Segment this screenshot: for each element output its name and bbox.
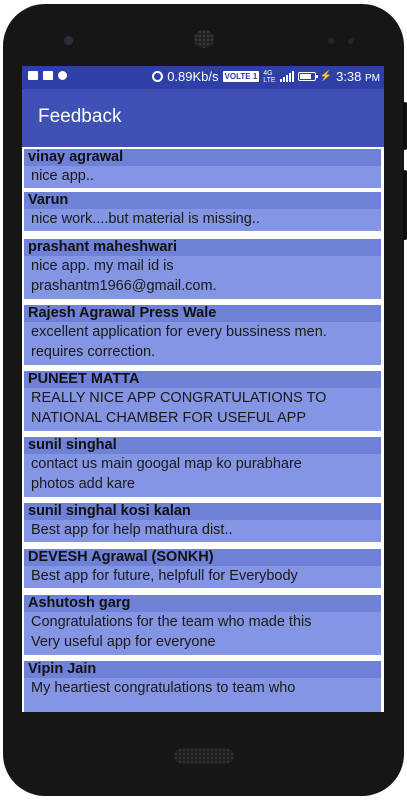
network-speed: 0.89Kb/s [167, 69, 219, 84]
feedback-author: sunil singhal [24, 437, 381, 454]
clock: 3:38 PM [336, 69, 380, 84]
bottom-speaker [174, 748, 234, 764]
feedback-author: Ashutosh garg [24, 595, 381, 612]
feedback-message: Congratulations for the team who made this Very useful app for everyone [24, 612, 381, 655]
charging-icon: ⚡ [319, 71, 333, 82]
feedback-list[interactable] [22, 147, 384, 712]
battery-icon [298, 72, 316, 81]
feedback-author: sunil singhal kosi kalan [24, 503, 381, 520]
feedback-message: Best app for help mathura dist.. [24, 520, 381, 542]
feedback-message: excellent application for every bussiness men. requires correction. [24, 322, 381, 365]
proximity-sensor [328, 38, 334, 44]
light-sensor [348, 38, 354, 44]
app-bar [22, 89, 384, 147]
feedback-author: vinay agrawal [24, 149, 381, 166]
feedback-author: Varun [24, 192, 381, 209]
feedback-message: nice app. my mail id is prashantm1966@gmail.com. [24, 256, 381, 299]
volume-button [403, 102, 407, 150]
feedback-message: Best app for future, helpfull for Everybody [24, 566, 381, 588]
notification-icon [43, 71, 53, 80]
feedback-message: nice work....but material is missing.. [24, 209, 381, 231]
alarm-icon [152, 71, 163, 82]
signal-icon [280, 71, 294, 82]
power-button [403, 170, 407, 240]
network-type: 4G LTE [263, 69, 276, 84]
feedback-message: contact us main googal map ko purabhare photos add kare [24, 454, 381, 497]
volte-badge: VOLTE 1 [224, 72, 258, 81]
screen [22, 66, 384, 712]
front-camera [64, 36, 73, 45]
feedback-message: REALLY NICE APP CONGRATULATIONS TO NATIONAL CHAMBER FOR USEFUL APP [24, 388, 381, 431]
feedback-author: Vipin Jain [24, 661, 381, 678]
feedback-author: prashant maheshwari [24, 239, 381, 256]
status-bar [22, 66, 384, 89]
android-icon [58, 71, 67, 80]
feedback-author: Rajesh Agrawal Press Wale [24, 305, 381, 322]
image-notification-icon [28, 71, 38, 80]
feedback-author: DEVESH Agrawal (SONKH) [24, 549, 381, 566]
page-title: Feedback [38, 106, 122, 127]
feedback-author: PUNEET MATTA [24, 371, 381, 388]
earpiece-speaker [194, 30, 214, 48]
feedback-message: nice app.. [24, 166, 381, 188]
feedback-message: My heartiest congratulations to team who [24, 678, 381, 712]
